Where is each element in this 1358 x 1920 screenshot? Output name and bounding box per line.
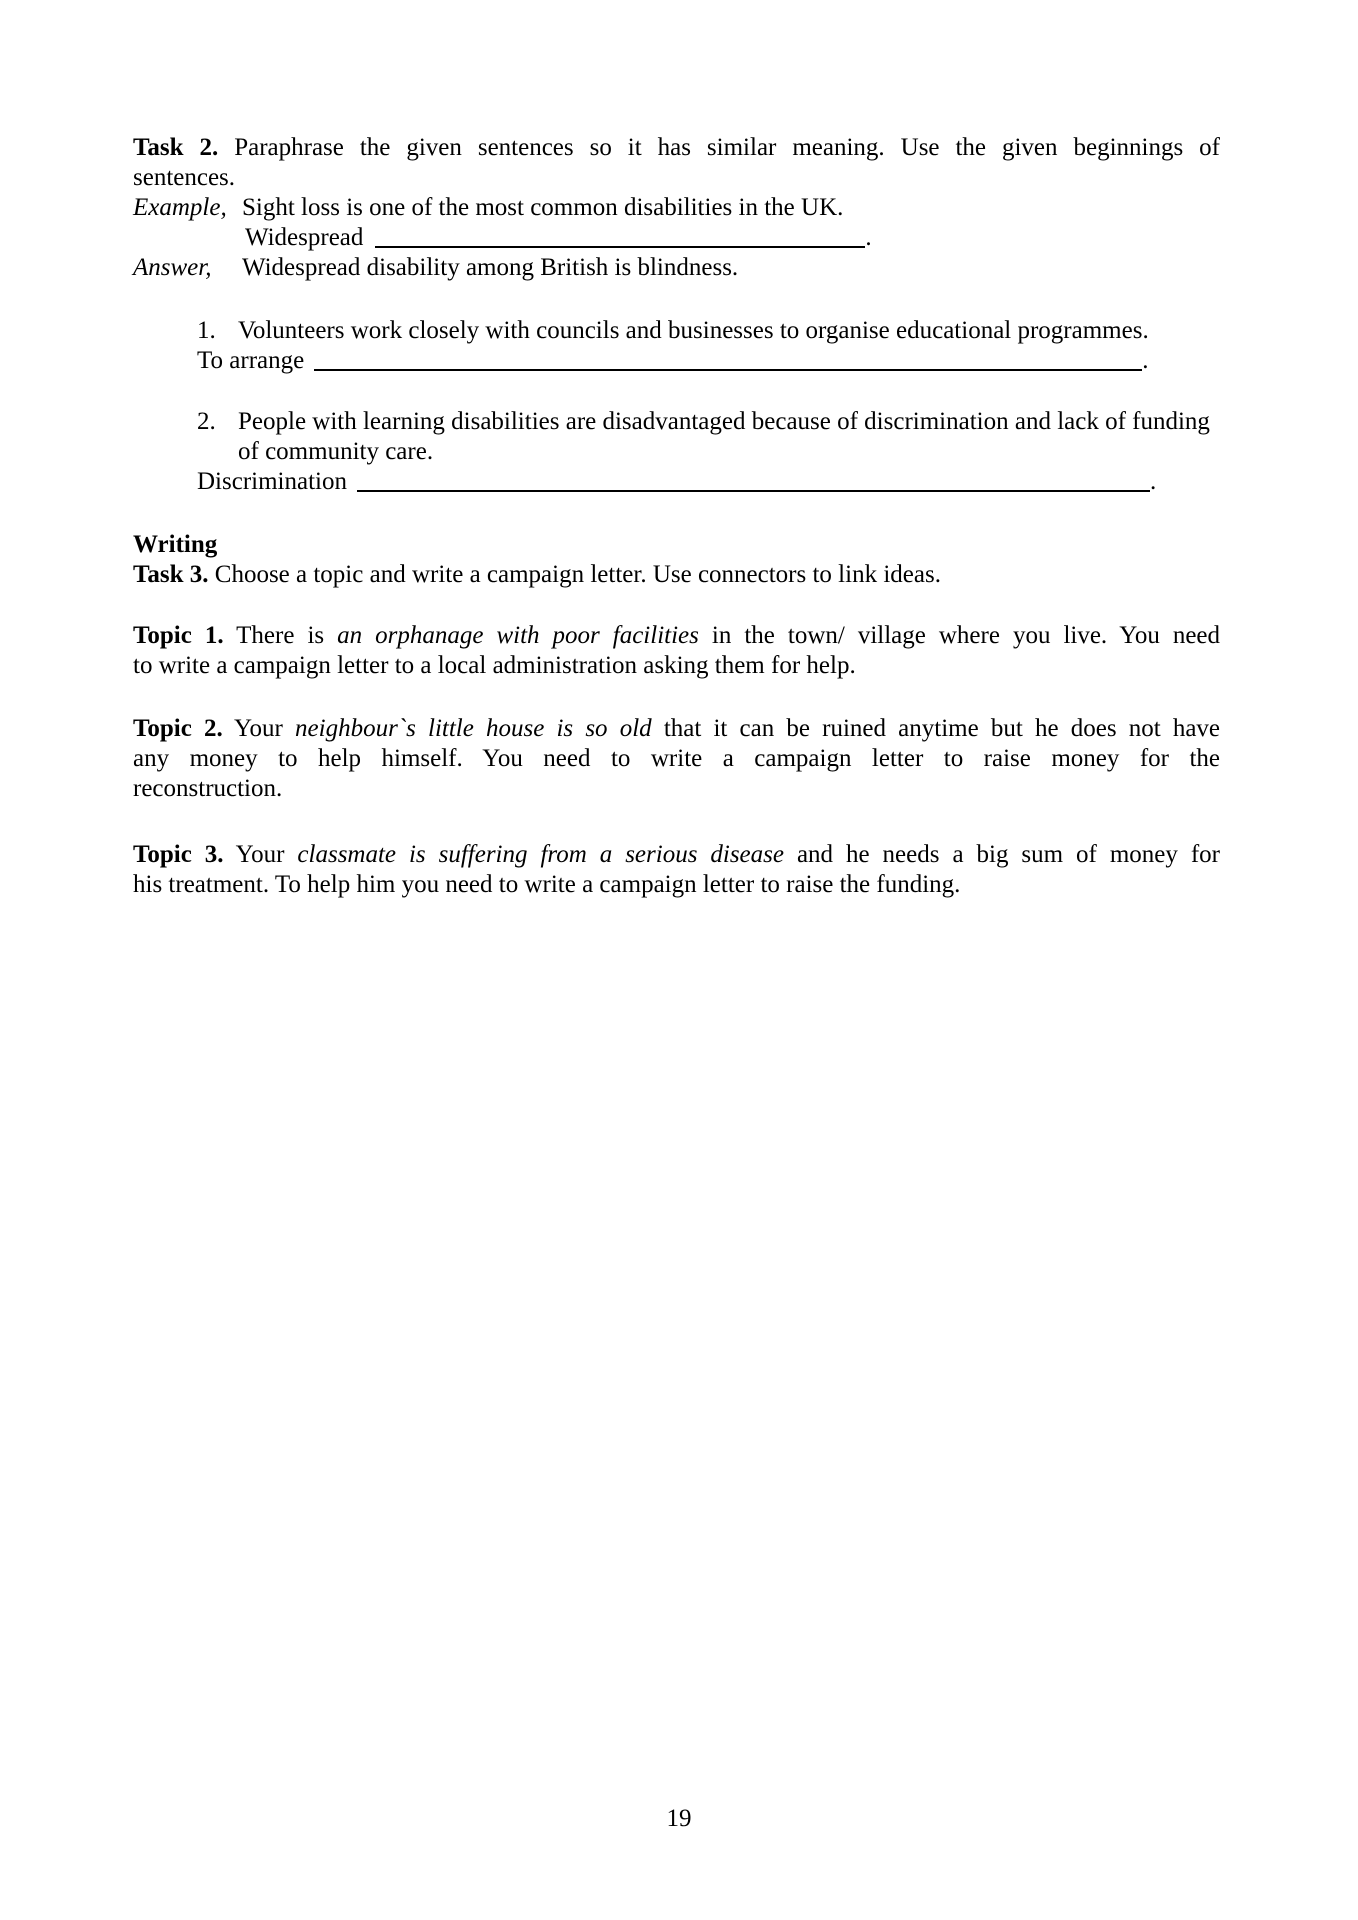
topic1-label: Topic 1. [133,622,224,649]
task2-intro-line2 [133,163,1220,193]
task3-heading: Task 3. [133,561,209,588]
item1-beginning: To arrange [197,347,305,374]
topic1-text-post: in the town/ village where you live. You need [698,622,1221,649]
example-label: Example, [133,194,227,221]
item2-beginning: Discrimination [197,468,347,495]
fill-in-blank-underline [375,246,865,248]
item1-number: 1. [197,317,216,344]
example-sentence: Sight loss is one of the most common disabilities in the UK. [242,194,844,221]
exercise-item-1 [197,316,1220,376]
topic3-line2 [133,870,1220,900]
example-line [133,193,1220,223]
topic3-line1 [133,840,1220,870]
answer-label: Answer, [133,254,212,281]
topic2-text-cont2: reconstruction. [133,775,283,802]
task2-intro-text: Paraphrase the given sentences so it has similar meaning. Use the given beginnings of [218,134,1220,161]
topic1-text-italic: an orphanage with poor facilities [337,622,699,649]
task2-heading: Task 2. [133,134,219,161]
item1-sentence: Volunteers work closely with councils and businesses to organise educational programmes. [238,317,1149,344]
fill-in-blank-underline [357,490,1150,492]
topic3-text-cont: his treatment. To help him you need to write a campaign letter to raise the funding. [133,871,961,898]
task3-text: Choose a topic and write a campaign letter. Use connectors to link ideas. [208,561,941,588]
answer-line [133,253,1220,283]
topic-2-paragraph [133,714,1220,804]
topic-1-paragraph [133,621,1220,681]
task2-intro-line1 [133,133,1220,163]
blank-period: . [1149,468,1157,495]
task2-section [133,133,1220,283]
item2-sentence-line2 [197,437,1220,467]
item2-sentence: People with learning disabilities are disadvantaged because of discrimination and lack of funding [238,408,1210,435]
topic2-line2 [133,744,1220,774]
topic3-label: Topic 3. [133,841,224,868]
topic3-text-post: and he needs a big sum of money for [783,841,1220,868]
page-number: 19 [666,1805,692,1832]
writing-heading-line [133,530,1220,560]
blank-period: . [1142,347,1149,374]
item1-blank-line [197,346,1220,376]
example-answer-blank-line [133,223,1220,253]
topic2-line1 [133,714,1220,744]
example-beginning: Widespread [245,224,364,251]
topic2-text-post: that it can be ruined anytime but he does not have [651,715,1221,742]
topic3-text-italic: classmate is suffering from a serious disease [297,841,784,868]
topic3-text-pre: Your [223,841,298,868]
topic2-line3 [133,774,1220,804]
task2-intro-text-cont: sentences. [133,164,236,191]
topic1-text-pre: There is [223,622,338,649]
topic2-text-pre: Your [222,715,296,742]
item1-sentence-line [197,316,1220,346]
topic-3-paragraph [133,840,1220,900]
answer-sentence: Widespread disability among British is blindness. [242,254,739,281]
topic2-text-cont: any money to help himself. You need to write a campaign letter to raise money for the [133,745,1220,772]
exercise-item-2 [197,407,1220,497]
fill-in-blank-underline [314,369,1142,371]
writing-heading: Writing [133,531,218,558]
item2-number: 2. [197,408,216,435]
item2-sentence-line1 [197,407,1220,437]
topic1-line2 [133,651,1220,681]
task3-line [133,560,1220,590]
item2-blank-line [197,467,1220,497]
page-content [133,0,1220,900]
topic2-text-italic: neighbour`s little house is so old [295,715,652,742]
topic1-text-cont: to write a campaign letter to a local administration asking them for help. [133,652,856,679]
item2-sentence-cont: of community care. [238,438,434,465]
topic1-line1 [133,621,1220,651]
writing-section [133,530,1220,590]
topic2-label: Topic 2. [133,715,223,742]
blank-period: . [865,224,872,251]
